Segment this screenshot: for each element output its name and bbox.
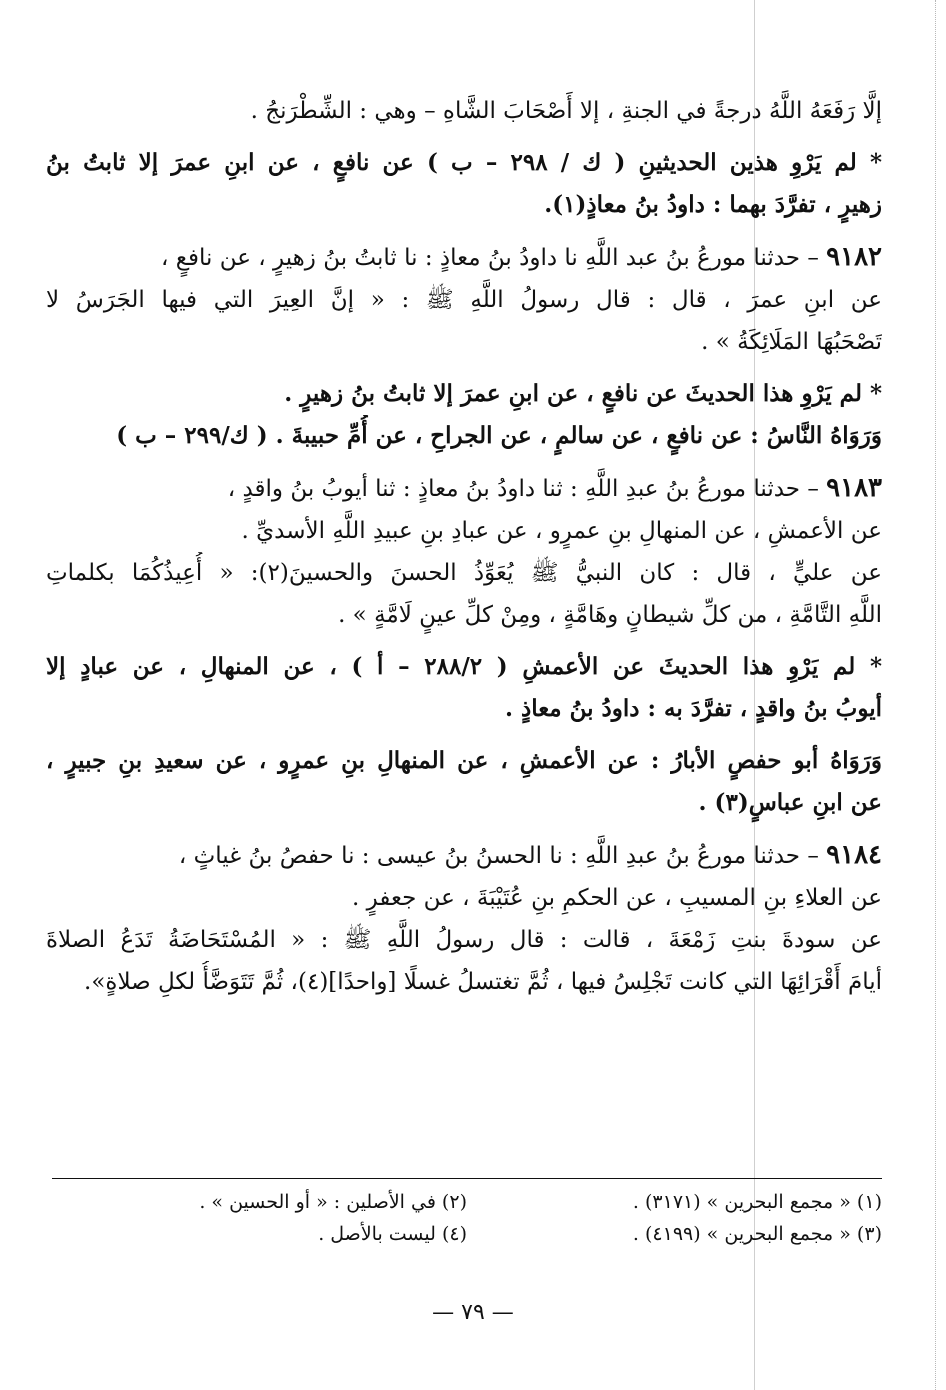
hadith-9184 [46,834,882,1003]
text-line: * لم يَرْوِ هذين الحديثينِ ( ك / ٢٩٨ – ب ) عن نافعٍ ، عن ابنِ عمرَ إلا ثابتُ بنُ [46,149,882,176]
hadith-number: ٩١٨٤ [826,840,882,870]
text-line: وَرَوَاهُ أبو حفصٍ الأبارُ : عن الأعمشِ ، عن المنهالِ بنِ عمرٍو ، عن سعيدِ بنِ جبيرٍ ، [46,747,882,774]
text-line: عن العلاءِ بنِ المسيبِ ، عن الحكمِ بنِ عُتَيْبَةَ ، عن جعفرٍ . [352,885,882,911]
footnote-1: (١) « مجمع البحرين » (٣١٧١) . [632,1191,882,1213]
footnote-2: (٢) في الأصلين : « أو الحسين » . [199,1191,467,1213]
text-line: زهيرٍ ، تفرَّدَ بهما : داودُ بنُ معاذٍ(١). [544,191,882,218]
footnote-divider [52,1178,882,1179]
commentary-note-4 [46,740,882,824]
hadith-number: ٩١٨٢ [826,242,882,272]
text-line: أيامَ أَقْرَائِهَا التي كانت تَجْلِسُ فيها ، ثُمَّ تغتسلُ غسلًا [واحدًا](٤)، ثُمَّ تَتَوَضَّأُ لكلِ صلاةٍ». [84,969,882,995]
text-line: عن ابنِ عمرَ ، قال : قال رسولُ اللَّهِ ﷺ : « إنَّ العِيرَ التي فيها الجَرَسُ لا [46,287,882,313]
footnote-row [52,1218,882,1250]
footnote-row [52,1186,882,1218]
text-line: عن سودةَ بنتِ زَمْعَةَ ، قالت : قال رسولُ اللَّهِ ﷺ : « المُسْتَحَاضَةُ تَدَعُ الصلاةَ [46,927,882,953]
hadith-9183 [46,467,882,636]
text-line: * لم يَرْوِ هذا الحديثَ عن الأعمشِ ( ٢٨٨/٢ – أ ) ، عن المنهالِ ، عن عبادٍ إلا [46,653,882,680]
commentary-note-2 [46,373,882,457]
text-line: تَصْحَبُهَا المَلَائِكَةُ » . [701,329,882,355]
page-number: — ٧٩ — [432,1300,514,1325]
text-line: ٩١٨٤ – حدثنا مورعُ بنُ عبدِ اللَّهِ : نا الحسنُ بنُ عيسى : نا حفصُ بنُ غياثٍ ، [178,840,882,870]
text-line: ٩١٨٢ – حدثنا مورعُ بنُ عبد اللَّهِ نا داودُ بنُ معاذٍ : نا ثابتُ بنُ زهيرٍ ، عن نافعٍ ، [161,242,882,272]
hadith-number: ٩١٨٣ [826,473,882,503]
text-line: عن عليٍّ ، قال : كان النبيُّ ﷺ يُعَوِّذُ الحسنَ والحسينَ(٢): « أُعِيذُكُمَا بكلماتِ [46,560,882,586]
text-line: وَرَوَاهُ النَّاسُ : عن نافعٍ ، عن سالمٍ ، عن الجراحِ ، عن أُمِّ حبيبةَ . ( ك/٢٩٩ – ب ) [116,422,882,449]
page-gutter-edge [935,0,936,1390]
hadith-9182 [46,236,882,363]
footnotes [52,1186,882,1250]
text-line: إلَّا رَفَعَهُ اللَّهُ درجةً في الجنةِ ، إلا أَصْحَابَ الشَّاهِ – وهي : الشِّطْرَنجُ . [250,98,882,124]
paragraph-closing-hadith [46,90,882,132]
footnote-3: (٣) « مجمع البحرين » (٤١٩٩) . [632,1223,882,1245]
main-text [46,90,882,1013]
footnote-4: (٤) ليست بالأصل . [318,1223,467,1245]
text-line: ٩١٨٣ – حدثنا مورعُ بنُ عبدِ اللَّهِ : ثنا داودُ بنُ معاذٍ : ثنا أيوبُ بنُ واقدٍ ، [227,473,882,503]
text-line: عن ابنِ عباسٍ(٣) . [698,789,882,816]
text-line: عن الأعمشِ ، عن المنهالِ بنِ عمرٍو ، عن عبادِ بنِ عبيدِ اللَّهِ الأسديِّ . [241,518,882,544]
commentary-note-1 [46,142,882,226]
text-line: * لم يَرْوِ هذا الحديثَ عن نافعٍ ، عن ابنِ عمرَ إلا ثابتُ بنُ زهيرٍ . [284,380,882,407]
text-line: أيوبُ بنُ واقدٍ ، تفرَّدَ به : داودُ بنُ معاذٍ . [504,695,882,722]
commentary-note-3 [46,646,882,730]
text-line: اللَّهِ التَّامَّةِ ، من كلِّ شيطانٍ وهَامَّةٍ ، ومِنْ كلِّ عينٍ لَامَّةٍ » . [338,602,882,628]
